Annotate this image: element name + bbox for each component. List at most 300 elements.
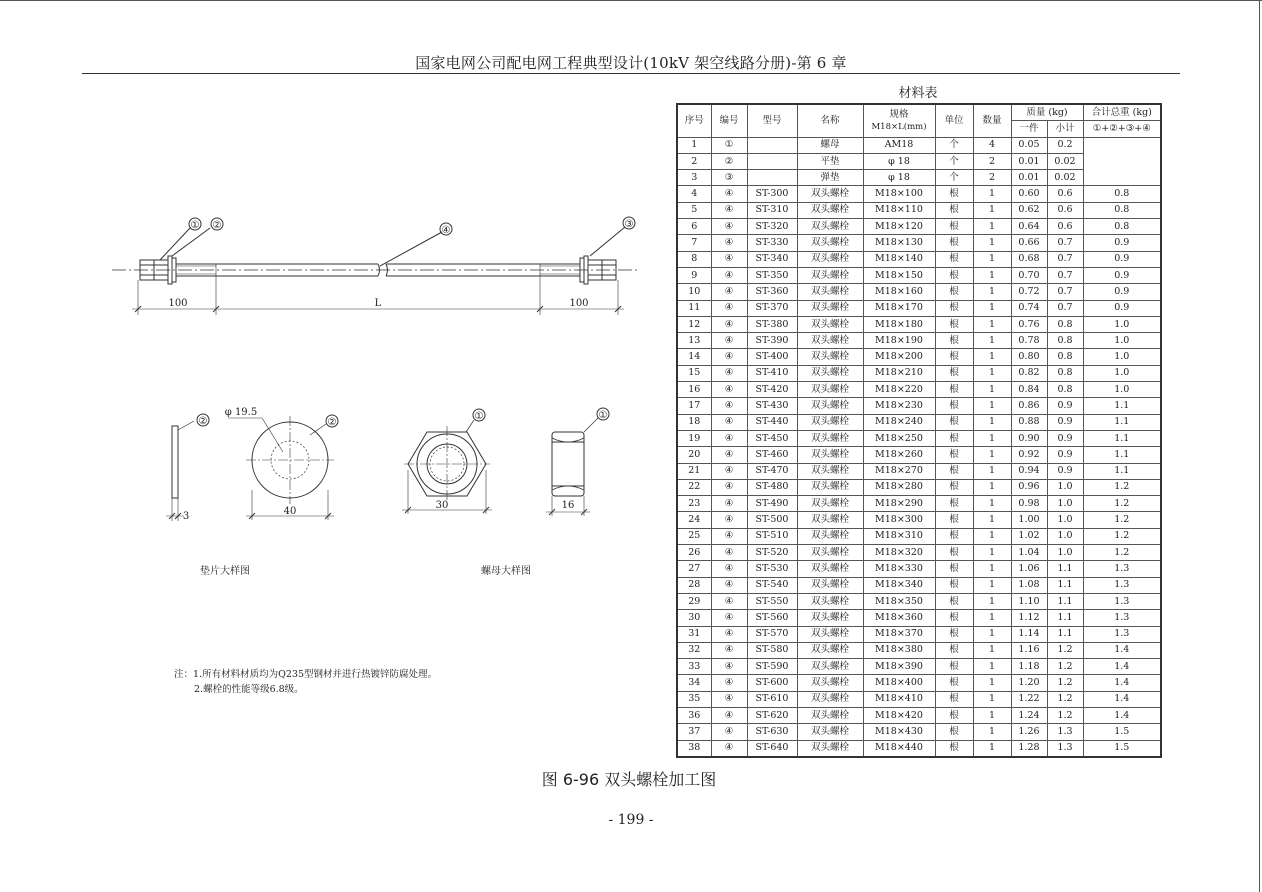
cell-total: 0.8 xyxy=(1083,202,1161,218)
cell-each: 0.64 xyxy=(1011,219,1047,235)
cell-code: ④ xyxy=(711,235,747,251)
notes xyxy=(174,667,437,697)
cell-seq: 35 xyxy=(677,691,711,707)
cell-code: ④ xyxy=(711,447,747,463)
cell-sub: 0.9 xyxy=(1047,447,1083,463)
figure-title-text: 图 6-96 双头螺栓加工图 xyxy=(541,770,717,789)
table-row xyxy=(677,659,1161,675)
washer-side-dim: 3 xyxy=(182,511,190,522)
cell-total: 1.5 xyxy=(1083,740,1161,757)
cell-qty: 1 xyxy=(973,414,1011,430)
table-row xyxy=(677,219,1161,235)
cell-name: 双头螺栓 xyxy=(797,365,863,381)
cell-seq: 7 xyxy=(677,235,711,251)
cell-each: 0.01 xyxy=(1011,170,1047,186)
header-spec-line2: M18×L(mm) xyxy=(871,121,927,132)
cell-seq: 28 xyxy=(677,577,711,593)
cell-total: 1.2 xyxy=(1083,496,1161,512)
cell-spec: M18×440 xyxy=(863,740,935,757)
nut-side-dim: 16 xyxy=(561,500,575,511)
cell-unit: 根 xyxy=(935,235,973,251)
cell-code: ④ xyxy=(711,463,747,479)
dim-mid: L xyxy=(374,298,382,309)
cell-seq: 26 xyxy=(677,545,711,561)
header-unit: 单位 xyxy=(935,104,973,137)
cell-code: ④ xyxy=(711,675,747,691)
cell-seq: 15 xyxy=(677,365,711,381)
cell-unit: 根 xyxy=(935,740,973,757)
cell-seq: 3 xyxy=(677,170,711,186)
cell-model: ST-300 xyxy=(747,186,797,202)
cell-qty: 1 xyxy=(973,284,1011,300)
cell-each: 0.78 xyxy=(1011,333,1047,349)
cell-total: 1.0 xyxy=(1083,349,1161,365)
cell-code: ④ xyxy=(711,202,747,218)
cell-spec: M18×240 xyxy=(863,414,935,430)
cell-sub: 1.1 xyxy=(1047,593,1083,609)
cell-name: 双头螺栓 xyxy=(797,284,863,300)
cell-seq: 17 xyxy=(677,398,711,414)
cell-unit: 根 xyxy=(935,202,973,218)
cell-total: 1.1 xyxy=(1083,398,1161,414)
cell-model: ST-450 xyxy=(747,430,797,446)
cell-each: 0.76 xyxy=(1011,316,1047,332)
cell-qty: 1 xyxy=(973,691,1011,707)
washer-front-dim: 40 xyxy=(283,506,297,517)
cell-qty: 1 xyxy=(973,512,1011,528)
cell-sub: 0.9 xyxy=(1047,430,1083,446)
cell-model: ST-540 xyxy=(747,577,797,593)
cell-total: 1.4 xyxy=(1083,642,1161,658)
cell-sub: 0.7 xyxy=(1047,251,1083,267)
cell-total: 0.8 xyxy=(1083,186,1161,202)
cell-sub: 1.2 xyxy=(1047,691,1083,707)
cell-code: ④ xyxy=(711,626,747,642)
cell-sub: 0.7 xyxy=(1047,235,1083,251)
header-model: 型号 xyxy=(747,104,797,137)
cell-seq: 6 xyxy=(677,219,711,235)
cell-sub: 0.9 xyxy=(1047,463,1083,479)
cell-each: 1.02 xyxy=(1011,528,1047,544)
cell-sub: 0.9 xyxy=(1047,398,1083,414)
cell-unit: 根 xyxy=(935,512,973,528)
cell-code: ④ xyxy=(711,577,747,593)
cell-unit: 根 xyxy=(935,333,973,349)
cell-unit: 根 xyxy=(935,561,973,577)
cell-name: 双头螺栓 xyxy=(797,528,863,544)
cell-sub: 0.6 xyxy=(1047,219,1083,235)
cell-each: 0.84 xyxy=(1011,382,1047,398)
cell-spec: M18×330 xyxy=(863,561,935,577)
nut-front-dim: 30 xyxy=(435,500,449,511)
cell-model: ST-470 xyxy=(747,463,797,479)
cell-code: ④ xyxy=(711,610,747,626)
cell-unit: 根 xyxy=(935,430,973,446)
cell-each: 0.80 xyxy=(1011,349,1047,365)
cell-sub: 1.3 xyxy=(1047,724,1083,740)
cell-sub: 0.8 xyxy=(1047,349,1083,365)
cell-spec: M18×110 xyxy=(863,202,935,218)
cell-seq: 13 xyxy=(677,333,711,349)
cell-each: 0.98 xyxy=(1011,496,1047,512)
cell-name: 双头螺栓 xyxy=(797,202,863,218)
cell-model: ST-570 xyxy=(747,626,797,642)
table-row xyxy=(677,316,1161,332)
cell-code: ① xyxy=(711,137,747,153)
cell-sub: 0.02 xyxy=(1047,153,1083,169)
cell-seq: 10 xyxy=(677,284,711,300)
cell-name: 双头螺栓 xyxy=(797,610,863,626)
cell-name: 双头螺栓 xyxy=(797,235,863,251)
note-2: 2.螺栓的性能等级6.8级。 xyxy=(194,684,304,695)
cell-model: ST-340 xyxy=(747,251,797,267)
cell-code: ④ xyxy=(711,251,747,267)
cell-seq: 16 xyxy=(677,382,711,398)
cell-unit: 根 xyxy=(935,642,973,658)
cell-total: 1.1 xyxy=(1083,463,1161,479)
cell-sub: 0.02 xyxy=(1047,170,1083,186)
cell-unit: 个 xyxy=(935,170,973,186)
callout-spring-washer: ③ xyxy=(624,219,634,230)
cell-spec: M18×140 xyxy=(863,251,935,267)
bolt-drawing xyxy=(0,0,676,720)
cell-qty: 1 xyxy=(973,382,1011,398)
table-row xyxy=(677,398,1161,414)
cell-name: 双头螺栓 xyxy=(797,398,863,414)
cell-name: 双头螺栓 xyxy=(797,219,863,235)
header-spec xyxy=(863,104,935,137)
washer-side-callout: ② xyxy=(198,416,208,427)
table-row xyxy=(677,740,1161,757)
cell-qty: 1 xyxy=(973,642,1011,658)
cell-each: 1.04 xyxy=(1011,545,1047,561)
cell-each: 0.72 xyxy=(1011,284,1047,300)
header-total-formula: ①+②+③+④ xyxy=(1083,121,1161,137)
cell-code: ④ xyxy=(711,284,747,300)
cell-spec: M18×180 xyxy=(863,316,935,332)
table-row xyxy=(677,430,1161,446)
cell-qty: 1 xyxy=(973,707,1011,723)
cell-code: ④ xyxy=(711,528,747,544)
table-row xyxy=(677,202,1161,218)
cell-sub: 1.2 xyxy=(1047,642,1083,658)
cell-name: 双头螺栓 xyxy=(797,430,863,446)
cell-each: 0.05 xyxy=(1011,137,1047,153)
cell-sub: 1.3 xyxy=(1047,740,1083,757)
cell-name: 弹垫 xyxy=(797,170,863,186)
cell-qty: 1 xyxy=(973,561,1011,577)
cell-code: ④ xyxy=(711,724,747,740)
cell-spec: M18×120 xyxy=(863,219,935,235)
cell-name: 双头螺栓 xyxy=(797,382,863,398)
cell-code: ④ xyxy=(711,365,747,381)
cell-seq: 24 xyxy=(677,512,711,528)
cell-spec: φ 18 xyxy=(863,170,935,186)
table-row xyxy=(677,528,1161,544)
cell-qty: 1 xyxy=(973,267,1011,283)
cell-name: 双头螺栓 xyxy=(797,479,863,495)
cell-each: 1.12 xyxy=(1011,610,1047,626)
cell-model: ST-490 xyxy=(747,496,797,512)
cell-code: ④ xyxy=(711,316,747,332)
cell-name: 双头螺栓 xyxy=(797,447,863,463)
material-table xyxy=(676,103,1162,758)
cell-each: 1.08 xyxy=(1011,577,1047,593)
cell-total: 1.4 xyxy=(1083,659,1161,675)
cell-unit: 根 xyxy=(935,414,973,430)
cell-total-blank xyxy=(1083,137,1161,186)
cell-sub: 0.8 xyxy=(1047,365,1083,381)
cell-seq: 36 xyxy=(677,707,711,723)
cell-qty: 1 xyxy=(973,479,1011,495)
cell-total: 1.0 xyxy=(1083,365,1161,381)
cell-qty: 1 xyxy=(973,447,1011,463)
cell-code: ④ xyxy=(711,414,747,430)
table-row xyxy=(677,496,1161,512)
washer-dia-label: φ 19.5 xyxy=(224,407,258,418)
table-row xyxy=(677,267,1161,283)
cell-name: 双头螺栓 xyxy=(797,724,863,740)
cell-model: ST-610 xyxy=(747,691,797,707)
cell-spec: M18×300 xyxy=(863,512,935,528)
cell-model: ST-580 xyxy=(747,642,797,658)
cell-code: ④ xyxy=(711,430,747,446)
cell-code: ④ xyxy=(711,267,747,283)
cell-unit: 根 xyxy=(935,724,973,740)
cell-total: 0.9 xyxy=(1083,235,1161,251)
cell-name: 螺母 xyxy=(797,137,863,153)
cell-qty: 1 xyxy=(973,659,1011,675)
cell-seq: 14 xyxy=(677,349,711,365)
callout-washer: ② xyxy=(212,220,222,231)
cell-qty: 1 xyxy=(973,626,1011,642)
cell-model: ST-360 xyxy=(747,284,797,300)
cell-seq: 32 xyxy=(677,642,711,658)
cell-unit: 根 xyxy=(935,186,973,202)
table-caption: 材料表 xyxy=(898,86,938,101)
cell-sub: 1.0 xyxy=(1047,496,1083,512)
cell-unit: 根 xyxy=(935,496,973,512)
cell-sub: 1.2 xyxy=(1047,675,1083,691)
figure-title xyxy=(0,767,1262,790)
cell-model: ST-530 xyxy=(747,561,797,577)
cell-name: 双头螺栓 xyxy=(797,251,863,267)
table-row xyxy=(677,463,1161,479)
cell-name: 双头螺栓 xyxy=(797,300,863,316)
cell-total: 1.4 xyxy=(1083,675,1161,691)
cell-name: 双头螺栓 xyxy=(797,707,863,723)
table-row xyxy=(677,724,1161,740)
cell-unit: 根 xyxy=(935,528,973,544)
cell-total: 1.1 xyxy=(1083,430,1161,446)
cell-each: 0.90 xyxy=(1011,430,1047,446)
cell-spec: M18×170 xyxy=(863,300,935,316)
cell-each: 0.94 xyxy=(1011,463,1047,479)
table-row xyxy=(677,610,1161,626)
cell-code: ④ xyxy=(711,186,747,202)
table-row xyxy=(677,479,1161,495)
table-row xyxy=(677,577,1161,593)
cell-code: ④ xyxy=(711,300,747,316)
cell-total: 1.2 xyxy=(1083,545,1161,561)
cell-name: 双头螺栓 xyxy=(797,593,863,609)
cell-spec: M18×130 xyxy=(863,235,935,251)
cell-seq: 33 xyxy=(677,659,711,675)
cell-spec: M18×250 xyxy=(863,430,935,446)
cell-each: 1.06 xyxy=(1011,561,1047,577)
cell-each: 0.96 xyxy=(1011,479,1047,495)
cell-spec: M18×150 xyxy=(863,267,935,283)
cell-sub: 0.9 xyxy=(1047,414,1083,430)
cell-code: ④ xyxy=(711,593,747,609)
cell-seq: 29 xyxy=(677,593,711,609)
cell-unit: 根 xyxy=(935,316,973,332)
cell-each: 0.66 xyxy=(1011,235,1047,251)
cell-seq: 38 xyxy=(677,740,711,757)
cell-model: ST-430 xyxy=(747,398,797,414)
cell-sub: 1.0 xyxy=(1047,545,1083,561)
table-row xyxy=(677,333,1161,349)
table-row xyxy=(677,186,1161,202)
cell-model xyxy=(747,170,797,186)
cell-qty: 1 xyxy=(973,349,1011,365)
cell-name: 双头螺栓 xyxy=(797,675,863,691)
cell-each: 0.92 xyxy=(1011,447,1047,463)
cell-each: 1.00 xyxy=(1011,512,1047,528)
cell-total: 1.3 xyxy=(1083,610,1161,626)
cell-total: 1.3 xyxy=(1083,593,1161,609)
cell-sub: 0.2 xyxy=(1047,137,1083,153)
cell-unit: 根 xyxy=(935,593,973,609)
cell-qty: 1 xyxy=(973,528,1011,544)
cell-each: 0.60 xyxy=(1011,186,1047,202)
nut-front-callout: ① xyxy=(474,411,484,422)
cell-name: 双头螺栓 xyxy=(797,577,863,593)
cell-unit: 根 xyxy=(935,479,973,495)
cell-spec: M18×260 xyxy=(863,447,935,463)
cell-model: ST-560 xyxy=(747,610,797,626)
dim-left: 100 xyxy=(168,298,188,309)
cell-code: ④ xyxy=(711,561,747,577)
cell-total: 0.8 xyxy=(1083,219,1161,235)
cell-qty: 1 xyxy=(973,398,1011,414)
cell-each: 1.24 xyxy=(1011,707,1047,723)
cell-unit: 根 xyxy=(935,626,973,642)
cell-qty: 1 xyxy=(973,675,1011,691)
cell-qty: 1 xyxy=(973,316,1011,332)
cell-sub: 0.8 xyxy=(1047,382,1083,398)
cell-name: 双头螺栓 xyxy=(797,496,863,512)
cell-seq: 25 xyxy=(677,528,711,544)
cell-each: 0.82 xyxy=(1011,365,1047,381)
cell-spec: M18×100 xyxy=(863,186,935,202)
cell-qty: 1 xyxy=(973,219,1011,235)
cell-name: 双头螺栓 xyxy=(797,349,863,365)
cell-unit: 根 xyxy=(935,675,973,691)
cell-unit: 根 xyxy=(935,219,973,235)
cell-each: 1.18 xyxy=(1011,659,1047,675)
cell-qty: 2 xyxy=(973,153,1011,169)
cell-unit: 根 xyxy=(935,707,973,723)
cell-total: 1.0 xyxy=(1083,382,1161,398)
cell-unit: 根 xyxy=(935,284,973,300)
header-qty: 数量 xyxy=(973,104,1011,137)
cell-spec: M18×280 xyxy=(863,479,935,495)
table-row xyxy=(677,675,1161,691)
cell-model: ST-510 xyxy=(747,528,797,544)
cell-total: 1.2 xyxy=(1083,512,1161,528)
cell-model: ST-600 xyxy=(747,675,797,691)
cell-total: 1.1 xyxy=(1083,447,1161,463)
cell-model: ST-350 xyxy=(747,267,797,283)
cell-model: ST-380 xyxy=(747,316,797,332)
cell-each: 1.22 xyxy=(1011,691,1047,707)
cell-spec: M18×230 xyxy=(863,398,935,414)
cell-model: ST-400 xyxy=(747,349,797,365)
cell-seq: 9 xyxy=(677,267,711,283)
cell-seq: 23 xyxy=(677,496,711,512)
cell-spec: M18×160 xyxy=(863,284,935,300)
cell-seq: 5 xyxy=(677,202,711,218)
cell-code: ④ xyxy=(711,707,747,723)
material-table-body xyxy=(677,137,1161,757)
cell-each: 0.74 xyxy=(1011,300,1047,316)
cell-qty: 1 xyxy=(973,430,1011,446)
cell-unit: 根 xyxy=(935,382,973,398)
cell-seq: 34 xyxy=(677,675,711,691)
cell-each: 0.70 xyxy=(1011,267,1047,283)
cell-total: 0.9 xyxy=(1083,300,1161,316)
cell-total: 1.4 xyxy=(1083,707,1161,723)
table-row xyxy=(677,626,1161,642)
cell-code: ④ xyxy=(711,479,747,495)
cell-each: 0.68 xyxy=(1011,251,1047,267)
cell-spec: M18×370 xyxy=(863,626,935,642)
header-name: 名称 xyxy=(797,104,863,137)
cell-seq: 20 xyxy=(677,447,711,463)
cell-each: 1.10 xyxy=(1011,593,1047,609)
washer-front-callout: ② xyxy=(327,417,337,428)
cell-spec: M18×320 xyxy=(863,545,935,561)
cell-seq: 18 xyxy=(677,414,711,430)
table-row xyxy=(677,365,1161,381)
cell-unit: 个 xyxy=(935,153,973,169)
cell-unit: 根 xyxy=(935,463,973,479)
cell-model: ST-440 xyxy=(747,414,797,430)
cell-unit: 根 xyxy=(935,659,973,675)
cell-seq: 27 xyxy=(677,561,711,577)
cell-model: ST-520 xyxy=(747,545,797,561)
cell-qty: 1 xyxy=(973,300,1011,316)
callout-nut: ① xyxy=(190,220,200,231)
cell-total: 1.0 xyxy=(1083,316,1161,332)
cell-sub: 1.1 xyxy=(1047,561,1083,577)
table-row xyxy=(677,235,1161,251)
table-row xyxy=(677,561,1161,577)
table-row xyxy=(677,284,1161,300)
cell-model: ST-550 xyxy=(747,593,797,609)
cell-qty: 1 xyxy=(973,251,1011,267)
cell-name: 双头螺栓 xyxy=(797,691,863,707)
cell-qty: 1 xyxy=(973,740,1011,757)
cell-model xyxy=(747,153,797,169)
nut-side-callout: ① xyxy=(598,410,608,421)
cell-sub: 0.6 xyxy=(1047,186,1083,202)
cell-qty: 1 xyxy=(973,186,1011,202)
cell-seq: 22 xyxy=(677,479,711,495)
cell-qty: 1 xyxy=(973,593,1011,609)
table-row xyxy=(677,349,1161,365)
